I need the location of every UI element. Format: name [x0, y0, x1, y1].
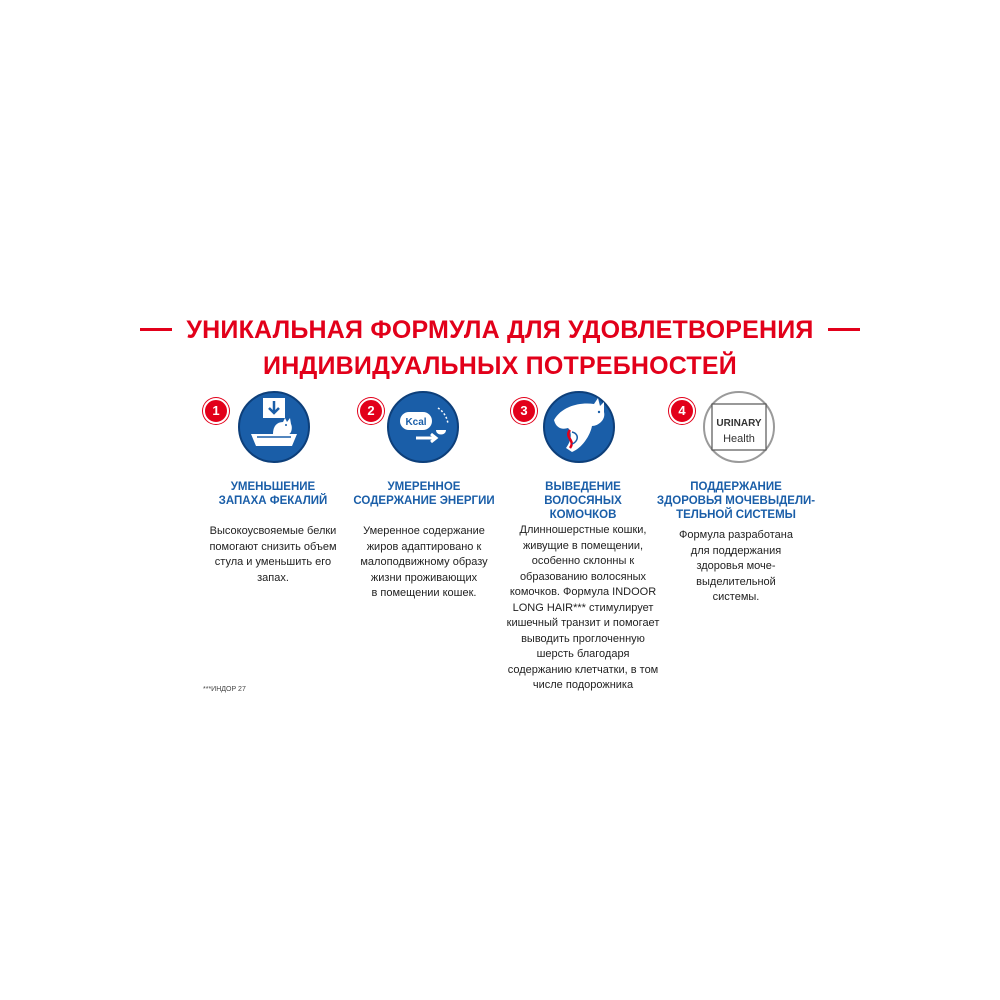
- benefit-text-line: Длинношерстные кошки,: [519, 524, 647, 536]
- benefit-text-line: содержанию клетчатки, в том: [507, 663, 659, 676]
- headline-line-2: ИНДИВИДУАЛЬНЫХ ПОТРЕБНОСТЕЙ: [263, 352, 737, 380]
- benefit-description: [193, 524, 353, 586]
- benefit-text-line: Высокоусвояемые белки: [209, 525, 337, 537]
- step-number-badge: 2: [358, 398, 384, 424]
- benefit-title-line: ПОДДЕРЖАНИЕ: [690, 481, 782, 493]
- benefit-text-line: здоровья моче-: [696, 560, 776, 572]
- cat-litter-box-icon: [237, 390, 311, 464]
- benefit-text-line: стула и уменьшить его: [214, 556, 332, 568]
- benefit-title: [344, 480, 504, 508]
- benefit-title-line: УМЕНЬШЕНИЕ: [230, 481, 316, 493]
- headline-dash-left: [140, 328, 172, 331]
- kcal-icon-label: Kcal: [405, 417, 427, 428]
- benefit-title: [656, 480, 816, 522]
- footnote: ***ИНДОР 27: [203, 686, 246, 693]
- benefit-text-line: числе подорожника: [532, 679, 634, 691]
- benefit-text-line: особенно склонны к: [531, 555, 635, 567]
- benefit-title-line: ТЕЛЬНОЙ СИСТЕМЫ: [676, 509, 796, 521]
- benefit-title-line: УМЕРЕННОЕ: [387, 481, 461, 493]
- benefit-text-line: Формула разработана: [679, 529, 793, 541]
- benefit-text-line: комочков. Формула INDOOR: [509, 586, 657, 598]
- benefit-title: [193, 480, 353, 508]
- kcal-bowl-icon: [386, 390, 460, 464]
- benefit-text-line: образованию волосяных: [519, 570, 647, 583]
- benefit-text-line: Умеренное содержание: [363, 525, 485, 537]
- benefit-text-line: в помещении кошек.: [371, 587, 477, 599]
- benefit-title-line: ЗДОРОВЬЯ МОЧЕВЫДЕЛИ-: [656, 495, 816, 507]
- benefit-title-line: ВЫВЕДЕНИЕ: [545, 481, 621, 493]
- urinary-icon-label: URINARY: [716, 418, 762, 429]
- benefit-text-line: выделительной: [696, 575, 776, 588]
- benefit-text-line: выводить проглоченную: [521, 632, 645, 645]
- benefit-text-line: шерсть благодаря: [536, 648, 630, 660]
- benefit-text-line: кишечный транзит и помогает: [506, 617, 660, 629]
- headline-dash-right: [828, 328, 860, 331]
- benefit-title-line: КОМОЧКОВ: [549, 509, 617, 521]
- step-number-badge: 3: [511, 398, 537, 424]
- step-number-badge: 1: [203, 398, 229, 424]
- health-icon-label: Health: [723, 433, 755, 445]
- benefit-title-line: СОДЕРЖАНИЕ ЭНЕРГИИ: [353, 495, 495, 507]
- benefit-description: [503, 523, 663, 694]
- benefit-title-line: ЗАПАХА ФЕКАЛИЙ: [218, 495, 328, 507]
- benefit-text-line: для поддержания: [690, 544, 782, 557]
- benefit-text-line: жизни проживающих: [370, 571, 478, 584]
- benefit-text-line: запах.: [257, 571, 289, 584]
- benefit-text-line: помогают снизить объем: [209, 540, 337, 553]
- step-number-badge: 4: [669, 398, 695, 424]
- benefit-title-line: ВОЛОСЯНЫХ: [544, 495, 622, 507]
- benefit-text-line: малоподвижному образу: [360, 556, 488, 568]
- benefit-text-line: живущие в помещении,: [522, 539, 644, 552]
- headline-line-1: [0, 316, 1000, 345]
- urinary-health-icon: [702, 390, 776, 464]
- benefit-title: [503, 480, 663, 522]
- headline-line-1-text: УНИКАЛЬНАЯ ФОРМУЛА ДЛЯ УДОВЛЕТВОРЕНИЯ: [186, 316, 814, 344]
- benefit-description: [344, 524, 504, 602]
- cat-digestive-tract-icon: [542, 390, 616, 464]
- benefit-text-line: жиров адаптировано к: [366, 540, 482, 553]
- benefit-text-line: системы.: [712, 591, 760, 603]
- benefit-description: [656, 528, 816, 606]
- benefit-text-line: LONG HAIR*** стимулирует: [512, 601, 654, 614]
